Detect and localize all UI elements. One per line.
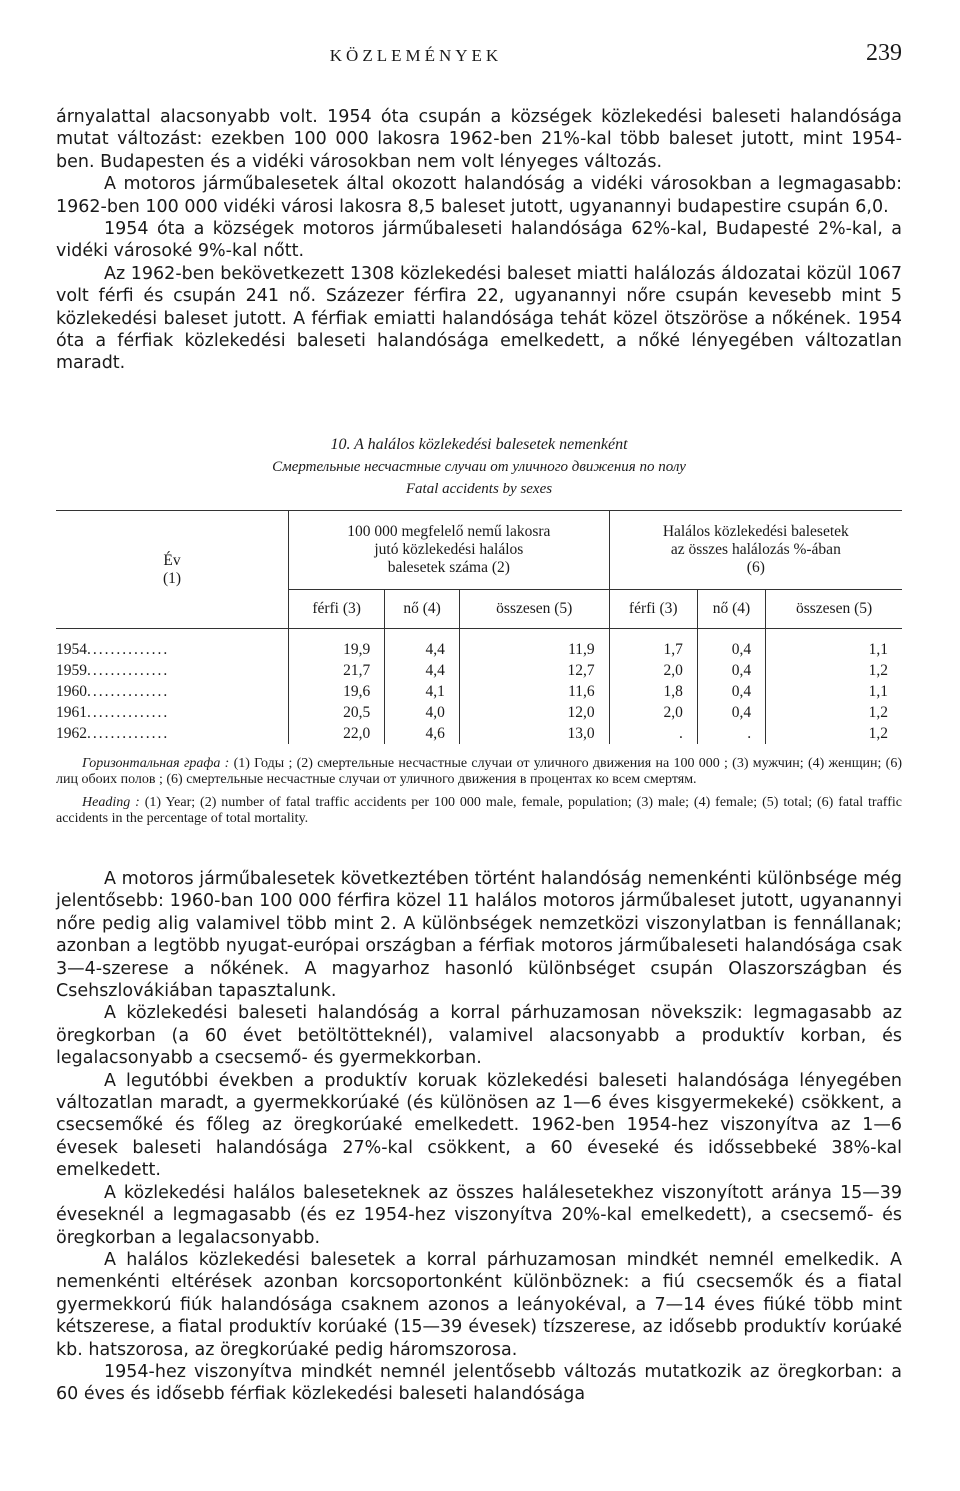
cell-value: 0,4 <box>697 629 765 661</box>
col-group-percent <box>609 511 902 590</box>
cell-value: 1,8 <box>609 681 697 702</box>
cell-value: . <box>697 723 765 744</box>
paragraph: árnyalattal alacsonyabb volt. 1954 óta csupán a községek közlekedési baleseti halandósága mutat változást: ezekben 100 000 lakosra 1962-ben 21%-kal több baleset jutott, mint 1954-ben. Budapesten és a vidéki városokban nem volt lényeges változás. <box>56 107 902 172</box>
row-year: 1954 <box>56 640 87 658</box>
cell-value: 4,4 <box>385 660 460 681</box>
cell-value: 2,0 <box>609 660 697 681</box>
cell-value: 20,5 <box>289 702 385 723</box>
page-number: 239 <box>866 40 902 66</box>
row-year-cell <box>56 702 289 723</box>
table-block <box>56 434 902 826</box>
note-ru-label: Горизонтальная графа : <box>82 756 230 771</box>
table-row <box>56 702 902 723</box>
note-ru <box>56 756 902 787</box>
col-group-rate-line: balesetek száma (2) <box>387 559 510 576</box>
row-year: 1960 <box>56 682 87 700</box>
table-number: 10. <box>330 436 351 453</box>
paragraph: A közlekedési baleseti halandóság a korral párhuzamosan növekszik: legmagasabb az öregkorban (a 60 évet betöltötteknél), valamivel alacsonyabb a produktív korban, és legalacsonyabb a csecsemő- és gyermekkorban. <box>56 1003 902 1069</box>
cell-value: 4,4 <box>385 629 460 661</box>
top-text-block <box>56 106 902 375</box>
col-header-total-pct: összesen (5) <box>766 590 902 629</box>
cell-value: 4,1 <box>385 681 460 702</box>
paragraph: A halálos közlekedési balesetek a korral párhuzamosan mindkét nemnél emelkedik. A nemenkénti eltérések azonban korcsoportonként különböznek: a fiú csecsemők és a fiatal gyermekkorú fiúk halandósága csaknem azonos a leányokéval, a 7—14 éves fiúké több mint kétszerese, a fiatal produktív korúaké (15—39 évesek) tízszerese, az idősebb produktív korúaké kb. hatszorosa, az öregkorúaké pedig háromszorosa. <box>56 1249 902 1360</box>
cell-value: 1,2 <box>766 702 902 723</box>
leader-dots: .............. <box>87 640 170 658</box>
cell-value: 12,0 <box>459 702 609 723</box>
note-ru-text: (1) Годы ; (2) смертельные несчастные случаи от уличного движения на 100 000 ; (3) мужчин; (4) женщин; (6) лиц обоих полов ; (6) смертельные несчастные случаи от уличного движения в процентах ко всем смертям. <box>56 756 902 787</box>
col-header-female-pct: nő (4) <box>697 590 765 629</box>
col-group-percent-line: Halálos közlekedési balesetek <box>662 523 849 540</box>
col-header-total: összesen (5) <box>459 590 609 629</box>
cell-value: . <box>609 723 697 744</box>
col-group-rate-line: 100 000 megfelelő nemű lakosra <box>347 523 551 540</box>
cell-value: 4,0 <box>385 702 460 723</box>
table-notes <box>56 756 902 826</box>
paragraph: 1954-hez viszonyítva mindkét nemnél jelentősebb változás mutatkozik az öregkorban: a 60 éves és idősebb férfiak közlekedési baleseti halandósága <box>56 1361 902 1405</box>
table-title-hu: A halálos közlekedési balesetek nemenként <box>354 436 628 453</box>
row-year: 1961 <box>56 703 87 721</box>
paragraph: 1954 óta a községek motoros járműbaleseti halandósága 62%-kal, Budapesté 2%-kal, a vidéki városoké 9%-kal nőtt. <box>56 219 902 262</box>
cell-value: 19,6 <box>289 681 385 702</box>
col-group-percent-line: (6) <box>746 559 765 576</box>
col-header-year-label: Év <box>163 551 181 569</box>
note-en-label: Heading : <box>82 795 140 810</box>
table-row <box>56 723 902 744</box>
paragraph: A közlekedési halálos baleseteknek az összes halálesetekhez viszonyított aránya 15—39 éveseknél a legmagasabb (és ez 1954-hez viszonyítva 20%-kal emelkedett), a csecsemő- és öregkorban a legalacsonyabb. <box>56 1182 902 1248</box>
leader-dots: .............. <box>87 661 170 679</box>
running-head <box>56 40 902 70</box>
cell-value: 1,1 <box>766 681 902 702</box>
cell-value: 19,9 <box>289 629 385 661</box>
cell-value: 2,0 <box>609 702 697 723</box>
leader-dots: .............. <box>87 682 170 700</box>
col-header-male-pct: férfi (3) <box>609 590 697 629</box>
note-en-text: (1) Year; (2) number of fatal traffic accidents per 100 000 male, female, population; (3) male; (4) female; (5) total; (6) fatal traffic accidents in the percentage of total mortality. <box>56 795 902 826</box>
row-year-cell <box>56 629 289 661</box>
row-year: 1962 <box>56 724 87 742</box>
table-caption-en: Fatal accidents by sexes <box>405 481 553 497</box>
row-year-cell <box>56 723 289 744</box>
table-row <box>56 660 902 681</box>
table-caption-hu <box>56 434 902 456</box>
cell-value: 11,6 <box>459 681 609 702</box>
table-row <box>56 629 902 661</box>
cell-value: 1,7 <box>609 629 697 661</box>
cell-value: 1,1 <box>766 629 902 661</box>
cell-value: 22,0 <box>289 723 385 744</box>
cell-value: 4,6 <box>385 723 460 744</box>
cell-value: 12,7 <box>459 660 609 681</box>
paragraph: A motoros járműbalesetek következtében történt halandóság nemenkénti különbsége még jelentősebb: 1960-ban 100 000 férfira közel 11 halálos motoros járműbaleset jutott, ugyanannyi nőre pedig alig valamivel több mint 2. A különbségek nemzetközi viszonylatban is fennállanak; azonban a legtöbb nyugat-európai országban a férfiak motoros járműbaleseti halandósága csak 3—4-szerese a nőkének. A magyarhoz hasonló különbséget csupán Olaszországban és Csehszlovákiában tapasztalunk. <box>56 869 902 1002</box>
col-header-female: nő (4) <box>385 590 460 629</box>
col-header-year <box>56 511 289 629</box>
col-header-year-num: (1) <box>162 569 182 587</box>
cell-value: 0,4 <box>697 681 765 702</box>
cell-value: 1,2 <box>766 723 902 744</box>
cell-value: 0,4 <box>697 660 765 681</box>
paragraph: A legutóbbi években a produktív koruak közlekedési baleseti halandósága lényegében változatlan maradt, a gyermekkorúaké (és különösen az 1—6 éves kisgyermekeké) csökkent, a csecsemőké és főleg az öregkorúaké emelkedett. 1962-ben 1954-hez viszonyítva az 1—6 évesek baleseti halandósága 27%-kal csökkent, a 60 éveseké és időssebbeké 38%-kal emelkedett. <box>56 1070 902 1181</box>
cell-value: 21,7 <box>289 660 385 681</box>
row-year-cell <box>56 660 289 681</box>
note-en <box>56 795 902 826</box>
cell-value: 11,9 <box>459 629 609 661</box>
cell-value: 13,0 <box>459 723 609 744</box>
row-year: 1959 <box>56 661 87 679</box>
col-header-male: férfi (3) <box>289 590 385 629</box>
cell-value: 1,2 <box>766 660 902 681</box>
paragraph: Az 1962-ben bekövetkezett 1308 közlekedési baleset miatti halálozás áldozatai közül 1067 volt férfi és csupán 241 nő. Százezer férfira 22, ugyanannyi nőre csupán kevesebb mint 5 közlekedési baleset jutott. A férfiak emiatti halandósága tehát közel ötszöröse a nőkének. 1954 óta a férfiak közlekedési baleseti halandósága emelkedett, a nőké lényegében változatlan maradt. <box>56 263 902 374</box>
leader-dots: .............. <box>87 724 170 742</box>
paragraph: A motoros járműbalesetek által okozott halandóság a vidéki városokban a legmagasabb: 1962-ben 100 000 vidéki városi lakosra 8,5 baleset jutott, ugyanannyi budapestire csupán 6,0. <box>56 174 902 217</box>
row-year-cell <box>56 681 289 702</box>
col-group-percent-line: az összes halálozás %-ában <box>670 541 841 558</box>
fatal-accidents-table <box>56 510 902 744</box>
table-caption-ru: Смертельные несчастные случаи от уличного движения по полу <box>272 459 686 475</box>
table-row <box>56 681 902 702</box>
col-group-rate-line: jutó közlekedési halálos <box>374 541 524 558</box>
bottom-text-block <box>56 868 902 1406</box>
running-title: KÖZLEMÉNYEK <box>329 46 503 65</box>
col-group-rate <box>289 511 610 590</box>
leader-dots: .............. <box>87 703 170 721</box>
cell-value: 0,4 <box>697 702 765 723</box>
